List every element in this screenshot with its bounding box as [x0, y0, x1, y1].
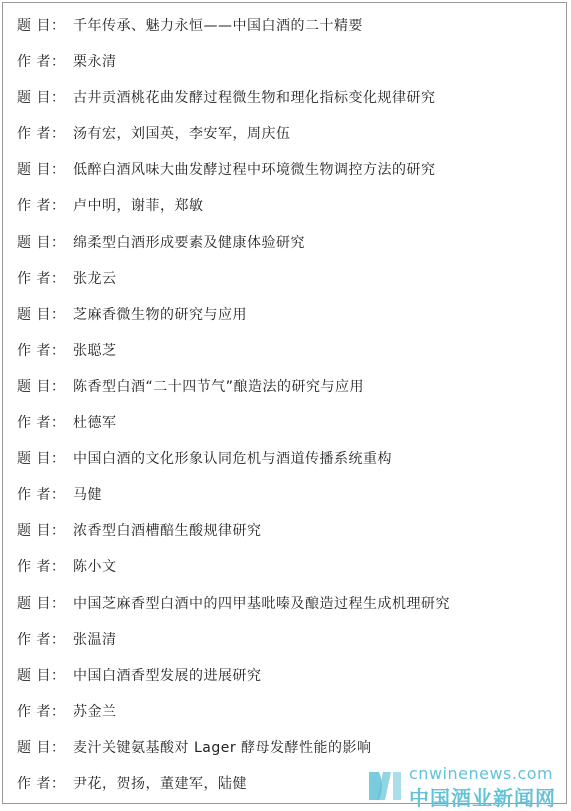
- watermark-url: cnwinenews.com: [409, 764, 554, 783]
- paper-title: 麦汁关键氨基酸对 Lager 酵母发酵性能的影响: [73, 739, 372, 756]
- paper-title: 陈香型白酒“二十四节气”酿造法的研究与应用: [73, 378, 365, 395]
- author-label: 作 者：: [17, 342, 66, 359]
- author-row: [17, 196, 558, 232]
- title-label: 题 目：: [17, 378, 66, 395]
- paper-authors: 杜德军: [73, 415, 117, 432]
- paper-title: 中国芝麻香型白酒中的四甲基吡嗪及酿造过程生成机理研究: [73, 595, 450, 612]
- author-label: 作 者：: [17, 54, 66, 71]
- paper-title: 古井贡酒桃花曲发酵过程微生物和理化指标变化规律研究: [73, 90, 436, 107]
- title-label: 题 目：: [17, 451, 66, 468]
- author-label: 作 者：: [17, 487, 66, 504]
- author-label: 作 者：: [17, 126, 66, 143]
- title-row: [17, 449, 558, 485]
- paper-authors: 卢中明，谢菲，郑敏: [73, 198, 204, 215]
- author-row: [17, 485, 558, 521]
- watermark: [365, 764, 565, 810]
- title-label: 题 目：: [17, 234, 66, 251]
- author-label: 作 者：: [17, 198, 66, 215]
- title-label: 题 目：: [17, 739, 66, 756]
- title-label: 题 目：: [17, 90, 66, 107]
- table-frame: [2, 2, 567, 804]
- author-label: 作 者：: [17, 415, 66, 432]
- title-row: [17, 88, 558, 124]
- title-row: [17, 233, 558, 269]
- title-row: [17, 377, 558, 413]
- author-label: 作 者：: [17, 631, 66, 648]
- title-label: 题 目：: [17, 667, 66, 684]
- title-row: [17, 16, 558, 52]
- author-label: 作 者：: [17, 559, 66, 576]
- author-row: [17, 269, 558, 305]
- author-row: [17, 124, 558, 160]
- author-row: [17, 413, 558, 449]
- author-row: [17, 341, 558, 377]
- paper-title: 绵柔型白酒形成要素及健康体验研究: [73, 234, 305, 251]
- title-label: 题 目：: [17, 595, 66, 612]
- title-label: 题 目：: [17, 523, 66, 540]
- watermark-site-name: 中国酒业新闻网: [409, 786, 556, 810]
- paper-title: 低醉白酒风味大曲发酵过程中环境微生物调控方法的研究: [73, 162, 436, 179]
- title-row: [17, 666, 558, 702]
- entry-list: [17, 16, 558, 810]
- paper-title: 中国白酒香型发展的进展研究: [73, 667, 262, 684]
- paper-title: 千年传承、魅力永恒——中国白酒的二十精要: [73, 18, 363, 34]
- title-label: 题 目：: [17, 18, 66, 34]
- author-label: 作 者：: [17, 270, 66, 287]
- title-label: 题 目：: [17, 162, 66, 179]
- watermark-logo-icon: [365, 766, 405, 804]
- title-row: [17, 521, 558, 557]
- paper-authors: 陈小文: [73, 559, 117, 576]
- author-row: [17, 557, 558, 593]
- title-label: 题 目：: [17, 306, 66, 323]
- paper-authors: 张龙云: [73, 270, 117, 287]
- paper-authors: 张聪芝: [73, 342, 117, 359]
- paper-authors: 汤有宏，刘国英，李安军，周庆伍: [73, 126, 291, 143]
- paper-authors: 尹花，贺扬，董建军，陆健: [73, 775, 247, 792]
- author-label: 作 者：: [17, 703, 66, 720]
- title-row: [17, 305, 558, 341]
- author-label: 作 者：: [17, 775, 66, 792]
- author-row: [17, 702, 558, 738]
- paper-authors: 栗永清: [73, 54, 117, 71]
- paper-title: 中国白酒的文化形象认同危机与酒道传播系统重构: [73, 451, 392, 468]
- paper-title: 浓香型白酒槽醅生酸规律研究: [73, 523, 262, 540]
- title-row: [17, 594, 558, 630]
- paper-title: 芝麻香微生物的研究与应用: [73, 306, 247, 323]
- author-row: [17, 52, 558, 88]
- title-row: [17, 160, 558, 196]
- paper-authors: 苏金兰: [73, 703, 117, 720]
- author-row: [17, 630, 558, 666]
- paper-authors: 张温清: [73, 631, 117, 648]
- paper-authors: 马健: [73, 487, 102, 504]
